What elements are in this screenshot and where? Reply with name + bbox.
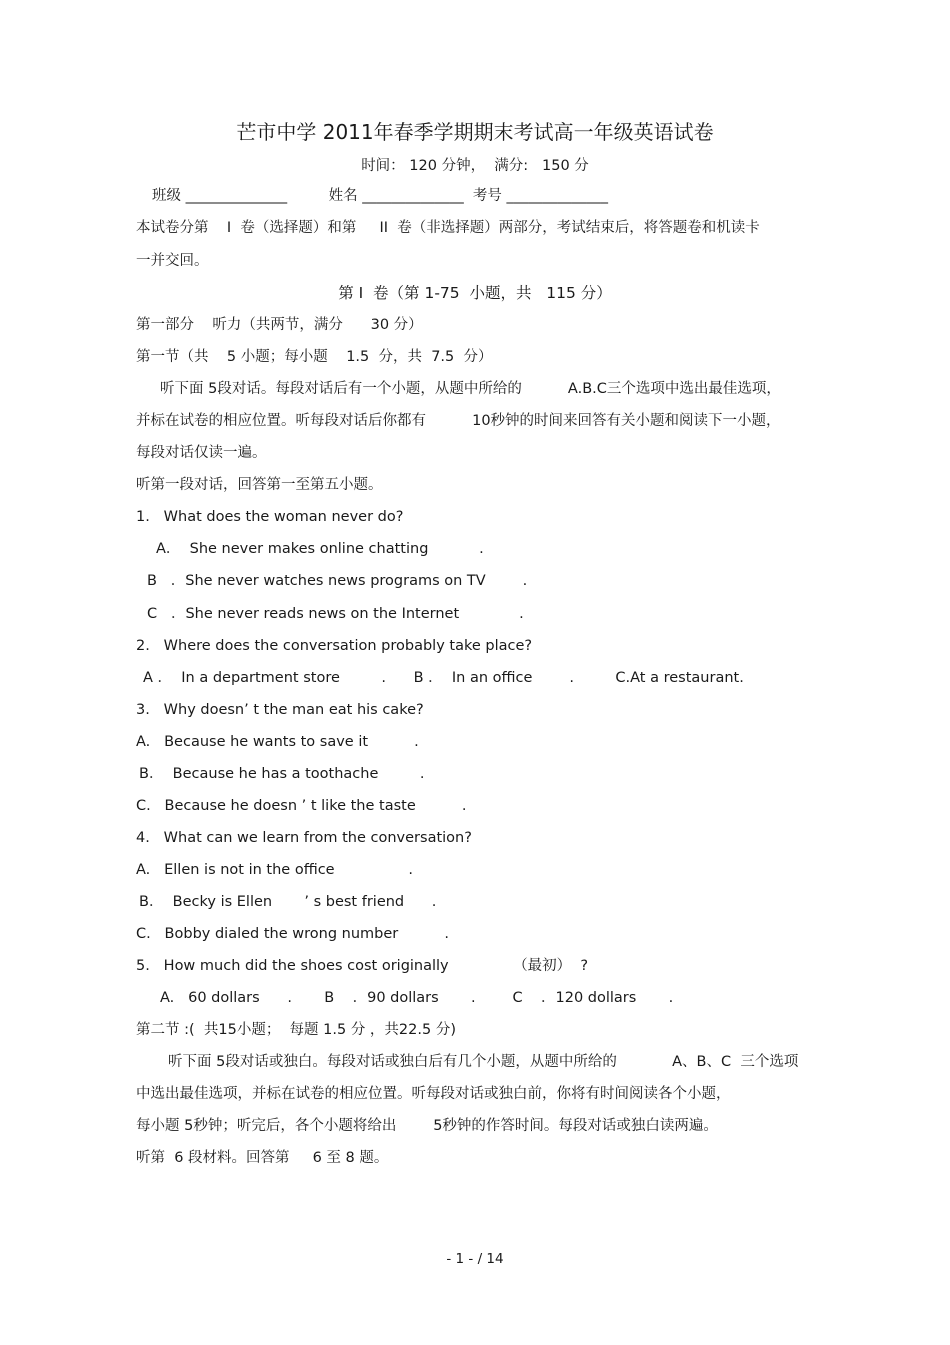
dialog-1-intro: 听第一段对话，回答第一至第五小题。 [136, 477, 383, 493]
question-1: 1. What does the woman never do? [136, 509, 404, 525]
question-1-option-a: A． She never makes online chatting . [156, 541, 484, 557]
section-1-heading: 第一节（共 5 小题；每小题 1.5 分，共 7.5 分） [136, 349, 493, 365]
section-2-heading: 第二节 :( 共15小题； 每题 1.5 分 ，共22.5 分) [136, 1022, 456, 1038]
question-4-option-b: B． Becky is Ellen ’ s best friend . [139, 894, 437, 910]
question-3: 3. Why doesn’ t the man eat his cake? [136, 702, 424, 718]
page-title: 芒市中学 2011年春季学期期末考试高一年级英语试卷 [236, 120, 714, 144]
section-1-instruction-3: 每段对话仅读一遍。 [136, 445, 267, 461]
question-2: 2. Where does the conversation probably take place? [136, 638, 533, 654]
section-1-instruction-2: 并标在试卷的相应位置。听每段对话后你都有 10秒钟的时间来回答有关小题和阅读下一小题， [136, 413, 781, 429]
question-2-options: A ． In a department store . B ． In an office . C.At a restaurant. [143, 670, 744, 686]
exam-info: 时间： 120 分钟， 满分: 150 分 [361, 158, 589, 174]
page-number: - 1 - / 14 [446, 1251, 504, 1267]
question-3-option-c: C. Because he doesn ’ t like the taste . [136, 798, 467, 814]
question-4-option-c: C. Bobby dialed the wrong number . [136, 926, 449, 942]
intro-line-1: 本试卷分第 I 卷（选择题）和第 II 卷（非选择题）两部分，考试结束后，将答题卷和机读卡 [136, 220, 760, 236]
intro-line-2: 一并交回。 [136, 253, 209, 269]
section-2-instruction-2: 中选出最佳选项，并标在试卷的相应位置。听每段对话或独白前，你将有时间阅读各个小题， [136, 1086, 731, 1102]
question-4-option-a: A. Ellen is not in the office . [136, 862, 413, 878]
student-fields: 班级 ______________ 姓名 ______________ 考号 ______________ [152, 188, 609, 204]
material-6-intro: 听第 6 段材料。回答第 6 至 8 题。 [136, 1150, 389, 1166]
question-3-option-b: B． Because he has a toothache . [139, 766, 425, 782]
question-1-option-c: C ．She never reads news on the Internet . [147, 606, 524, 622]
question-5: 5. How much did the shoes cost originally （最初） ? [136, 958, 589, 974]
question-1-option-b: B ．She never watches news programs on TV . [147, 573, 528, 589]
question-3-option-a: A. Because he wants to save it . [136, 734, 419, 750]
volume-heading: 第 I 卷（第 1-75 小题，共 115 分） [338, 284, 612, 302]
part-1-heading: 第一部分 听力（共两节，满分 30 分） [136, 317, 423, 333]
section-2-instruction-1: 听下面 5段对话或独白。每段对话或独白后有几个小题，从题中所给的 A、B、C 三个选项 [168, 1054, 799, 1070]
section-2-instruction-3: 每小题 5秒钟；听完后，各个小题将给出 5秒钟的作答时间。每段对话或独白读两遍。 [136, 1118, 718, 1134]
question-4: 4. What can we learn from the conversation? [136, 830, 472, 846]
question-5-options: A. 60 dollars . B ．90 dollars . C ．120 dollars . [160, 990, 674, 1006]
section-1-instruction-1: 听下面 5段对话。每段对话后有一个小题，从题中所给的 A.B.C三个选项中选出最佳选项， [160, 381, 781, 397]
